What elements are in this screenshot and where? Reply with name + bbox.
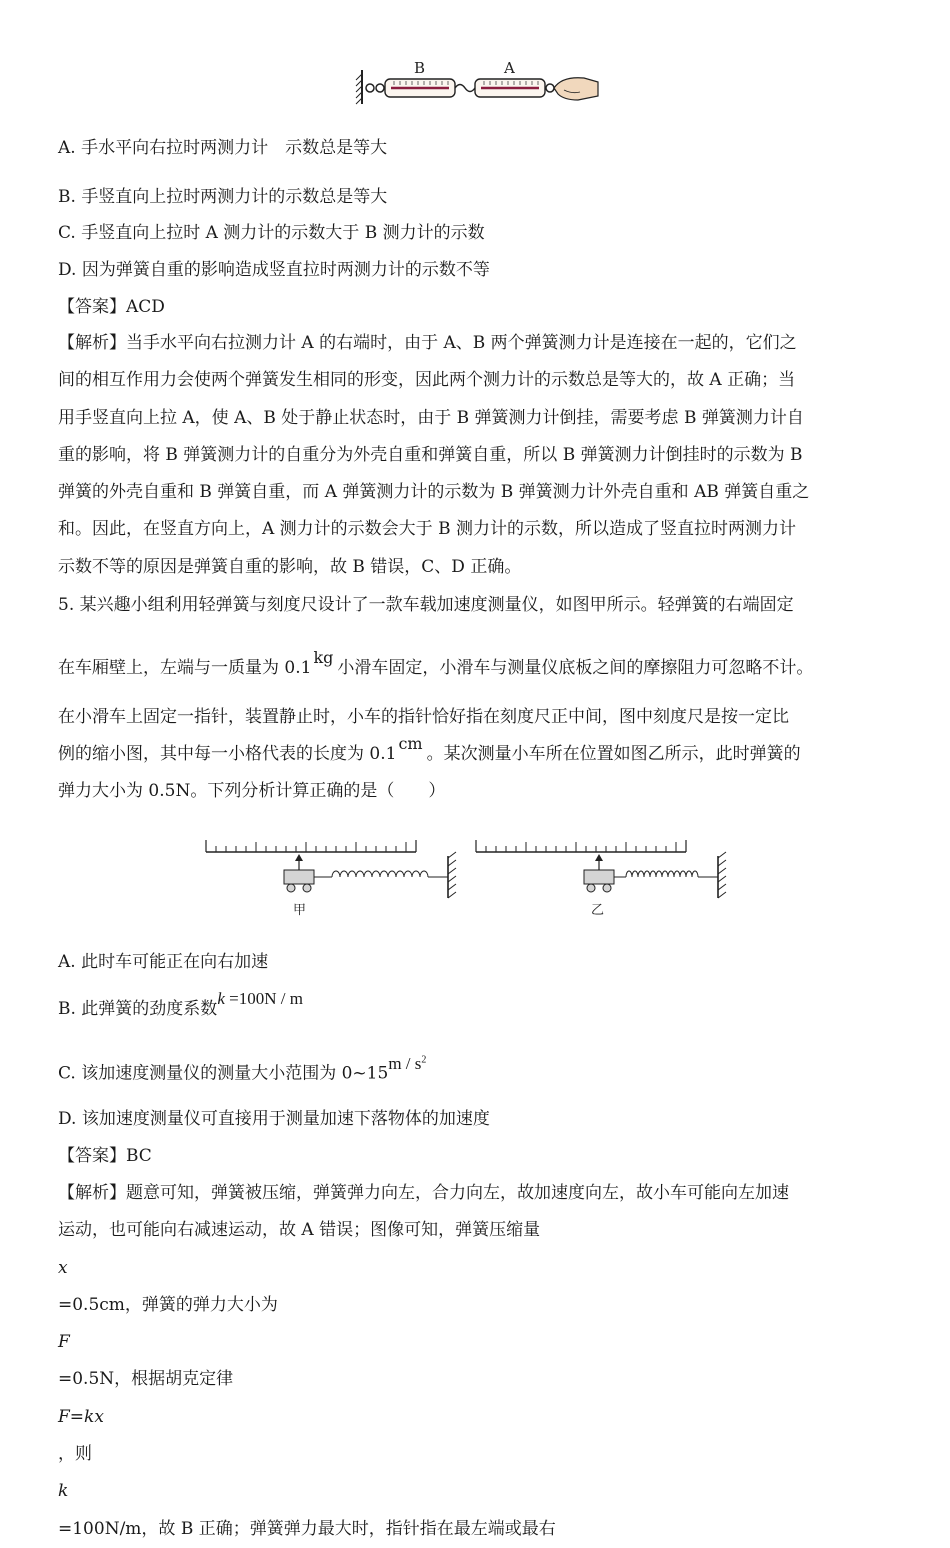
q4-option-b: B. 手竖直向上拉时两测力计的示数总是等大 xyxy=(58,187,388,207)
q5-stem-line3: 在小滑车上固定一指针，装置静止时，小车的指针恰好指在刻度尺正中间，图中刻度尺是按一定比 xyxy=(58,707,789,727)
scale-b-label: B xyxy=(414,60,426,77)
caption-yi: 乙 xyxy=(591,903,605,918)
figure-jia xyxy=(206,840,456,918)
caption-jia: 甲 xyxy=(293,903,307,918)
figure-yi xyxy=(476,840,726,918)
q4-option-d: D. 因为弹簧自重的影响造成竖直拉时两测力计的示数不等 xyxy=(58,260,490,280)
q5-answer: 【答案】BC xyxy=(58,1146,152,1166)
q4-option-c: C. 手竖直向上拉时 A 测力计的示数大于 B 测力计的示数 xyxy=(58,223,485,243)
q4-analysis: 【解析】当手水平向右拉测力计 A 的右端时，由于 A、B 两个弹簧测力计是连接在一起的，它们之 间的相互作用力会使两个弹簧发生相同的形变，因此两个测力计的示数总是等大的，故 A 正确；当 用手竖直向上拉 A，使 A、B 处于静止状态时，由于 B 弹簧测力计倒挂，需要考虑 B 弹簧测力计自 重的影响，将 B 弹簧测力计的自重分为外壳自重和弹簧自重，所以 B 弹簧测力计倒挂时的示数为 B 弹簧的外壳自重和 B 弹簧自重，而 A 弹簧测力计的示数为 B 弹簧测力计外壳自重和 AB 弹簧自重之 和。因此，在竖直方向上，A 测力计的示数会大于 B 测力计的示数，所以造成了竖直拉时两测力计 示数不等的原因是弹簧自重的影响，故 B 错误，C、D 正确。 xyxy=(58,333,810,577)
spring-scales-figure xyxy=(352,60,602,110)
q5-stem-line2: 在车厢壁上，左端与一质量为 0.1kg小滑车固定，小滑车与测量仪底板之间的摩擦阻力可忽略不计。 xyxy=(58,648,814,678)
q5-analysis: 【解析】题意可知，弹簧被压缩，弹簧弹力向左，合力向左，故加速度向左，故小车可能向左加速 运动，也可能向右减速运动，故 A 错误；图像可知，弹簧压缩量 x =0.5cm，弹簧的弹力大小为 F =0.5N，根据胡克定律 F=kx ，则 k =100N/m，故 B 正确；弹簧弹力最大时，指针指在最左端或最右 xyxy=(58,1183,789,1539)
scale-a-label: A xyxy=(504,60,515,77)
q5-stem-line5: 弹力大小为 0.5N。下列分析计算正确的是（ ） xyxy=(58,781,446,801)
q5-stem-line4: 例的缩小图，其中每一小格代表的长度为 0.1cm。某次测量小车所在位置如图乙所示，此时弹簧的 xyxy=(58,734,801,764)
q5-option-c: C. 该加速度测量仪的测量大小范围为 0~15m / $s^2$ xyxy=(58,1053,427,1084)
q4-option-a: A. 手水平向右拉时两测力计 示数总是等大 xyxy=(58,138,388,158)
q5-option-a: A. 此时车可能正在向右加速 xyxy=(58,952,269,972)
q5-option-b: B. 此弹簧的劲度系数k =100N / m xyxy=(58,989,303,1019)
q5-stem-line1: 5. 某兴趣小组利用轻弹簧与刻度尺设计了一款车载加速度测量仪，如图甲所示。轻弹簧的右端固定 xyxy=(58,595,794,615)
accelerometer-figure xyxy=(200,834,740,920)
q4-answer: 【答案】ACD xyxy=(58,297,165,317)
q5-option-d: D. 该加速度测量仪可直接用于测量加速下落物体的加速度 xyxy=(58,1109,490,1129)
